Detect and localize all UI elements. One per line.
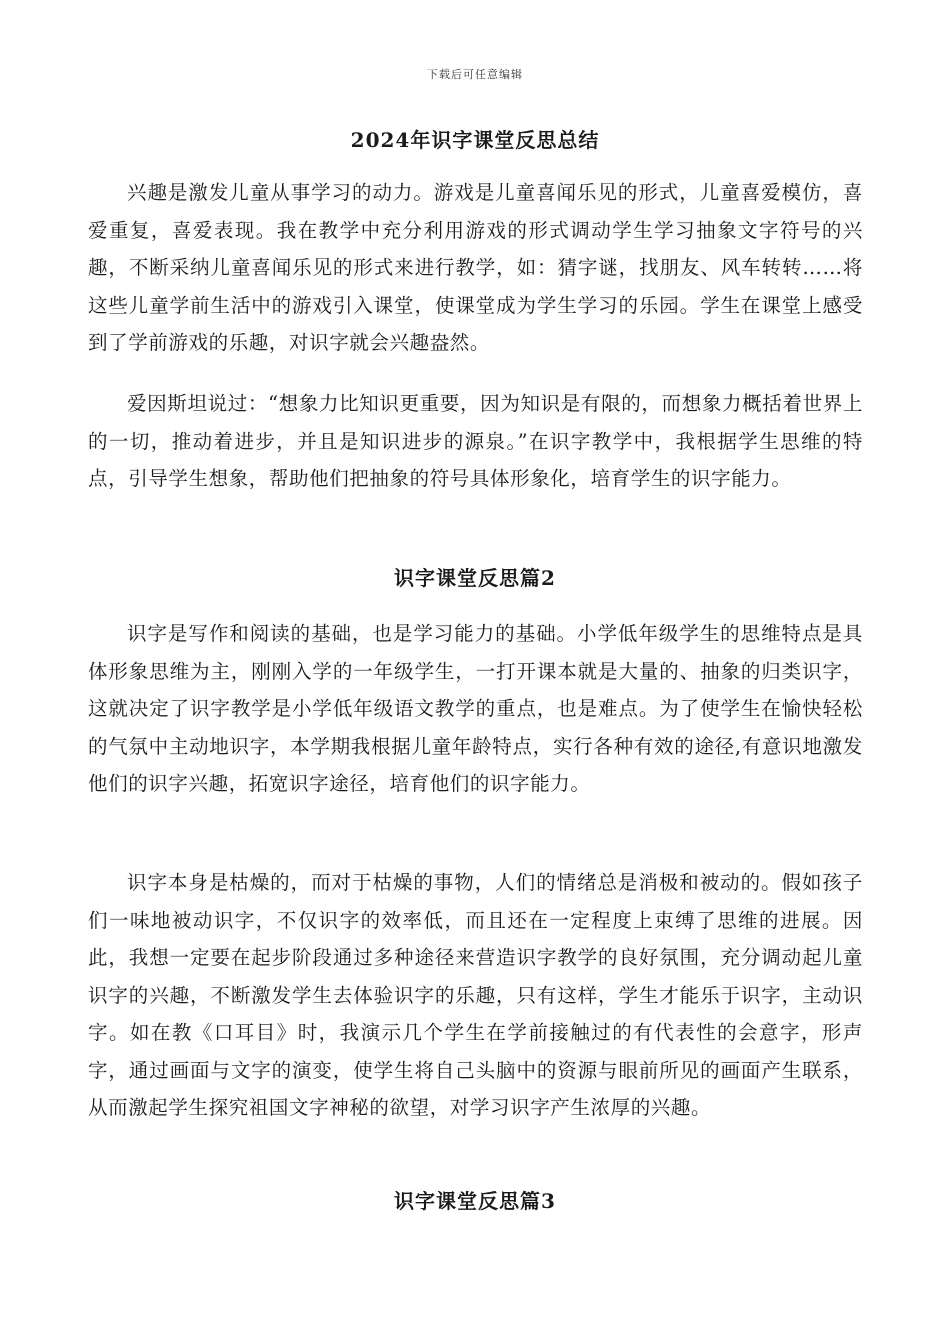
document-title: 2024年识字课堂反思总结: [350, 128, 600, 152]
paragraph: 识字本身是枯燥的，而对于枯燥的事物，人们的情绪总是消极和被动的。假如孩子们一味地被动识字，不仅识字的效率低，而且还在一定程度上束缚了思维的进展。因此，我想一定要在起步阶段通过多种途径来营造识字教学的良好氛围，充分调动起儿童识字的兴趣，不断激发学生去体验识字的乐趣，只有这样，学生才能乐于识字，主动识字。如在教《口耳目》时，我演示几个学生在学前接触过的有代表性的会意字，形声字，通过画面与文字的演变，使学生将自己头脑中的资源与眼前所见的画面产生联系，从而激起学生探究祖国文字神秘的欲望，对学习识字产生浓厚的兴趣。: [88, 871, 863, 1119]
header-note: 下载后可任意编辑: [427, 68, 523, 81]
paragraph: 识字是写作和阅读的基础，也是学习能力的基础。小学低年级学生的思维特点是具体形象思维为主，刚刚入学的一年级学生，一打开课本就是大量的、抽象的归类识字，这就决定了识字教学是小学低年级语文教学的重点，也是难点。为了使学生在愉快轻松的气氛中主动地识字，本学期我根据儿童年龄特点，实行各种有效的途径,有意识地激发他们的识字兴趣，拓宽识字途径，培育他们的识字能力。: [88, 622, 863, 795]
paragraph: 爱因斯坦说过：“想象力比知识更重要，因为知识是有限的，而想象力概括着世界上的一切，推动着进步，并且是知识进步的源泉。”在识字教学中，我根据学生思维的特点，引导学生想象，帮助他们把抽象的符号具体形象化，培育学生的识字能力。: [88, 392, 863, 490]
section-heading: 识字课堂反思篇3: [394, 1189, 556, 1213]
paragraph: 兴趣是激发儿童从事学习的动力。游戏是儿童喜闻乐见的形式，儿童喜爱模仿，喜爱重复，喜爱表现。我在教学中充分利用游戏的形式调动学生学习抽象文字符号的兴趣，不断采纳儿童喜闻乐见的形式来进行教学，如：猜字谜，找朋友、风车转转……将这些儿童学前生活中的游戏引入课堂，使课堂成为学生学习的乐园。学生在课堂上感受到了学前游戏的乐趣，对识字就会兴趣盎然。: [88, 181, 863, 354]
section-heading: 识字课堂反思篇2: [394, 566, 556, 590]
